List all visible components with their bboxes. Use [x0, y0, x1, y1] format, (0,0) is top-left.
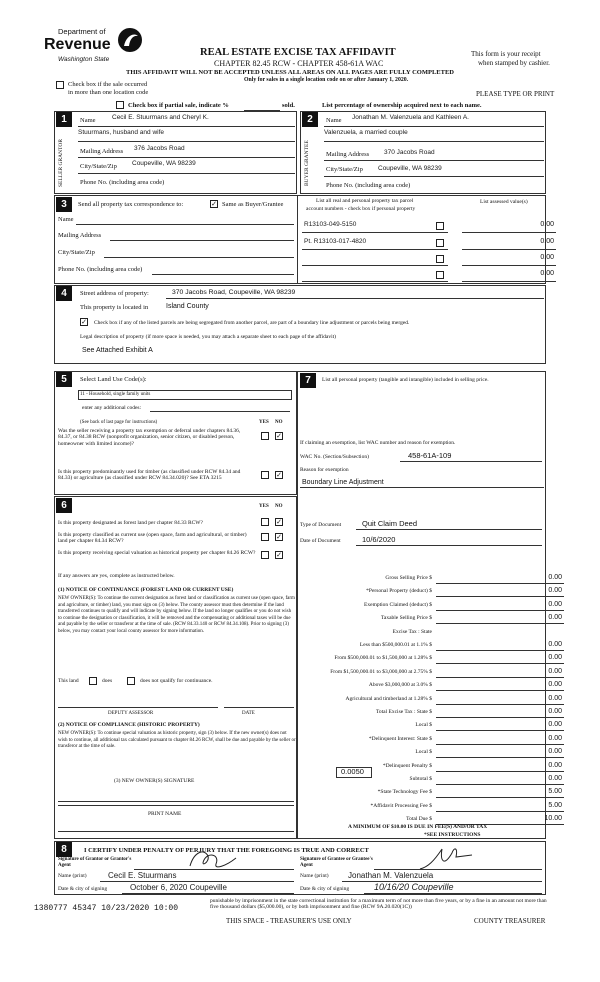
recording-stamp: 1380777 45347 10/23/2020 10:00	[34, 904, 179, 913]
tax-row-label: Subtotal $	[409, 776, 432, 782]
dept-line3: Washington State	[58, 56, 110, 63]
doc-date-label: Date of Document	[300, 538, 341, 544]
minimum-note: A MINIMUM OF $10.00 IS DUE IN FEE(S) AND/OR TAX	[348, 824, 488, 830]
corr-phone-label: Phone No. (including area code)	[58, 266, 143, 273]
wac-value[interactable]: 458-61A-109	[408, 451, 452, 460]
legal-label: Legal description of property (if more space is needed, you may attach a separate sheet to each page of the affidavit)	[80, 334, 336, 340]
grantee-name[interactable]: Jonathan M. Valenzuela	[348, 871, 434, 880]
buyer-mailing-label: Mailing Address	[326, 151, 370, 158]
same-as-buyer-label: Same as Buyer/Grantee	[222, 201, 284, 208]
location-note: Only for sales in a single location code on or after January 1, 2020.	[244, 77, 409, 83]
dept-line2: Revenue	[44, 36, 111, 53]
dept-line1: Department of	[58, 27, 106, 36]
receipt-note-1: This form is your receipt	[471, 50, 541, 58]
tax-row-label: From $500,000.01 to $1,500,000 at 1.28% $	[334, 655, 432, 662]
tax-row-value[interactable]: 0.00	[548, 614, 562, 622]
s6-q2-yes-checkbox[interactable]	[261, 533, 269, 541]
tax-row-value[interactable]: 0.00	[548, 641, 562, 648]
s6-q2-no-checkbox[interactable]: ✓	[276, 533, 282, 541]
buyer-name-line1[interactable]: Jonathan M. Valenzuela and Kathleen A.	[352, 114, 469, 121]
buyer-name-line2[interactable]: Valenzuela, a married couple	[324, 129, 408, 136]
seller-phone-label: Phone No. (including area code)	[80, 179, 165, 186]
section-1-number: 1	[56, 112, 72, 127]
grantor-signature	[186, 846, 242, 874]
tax-row-label: Less than $500,000.01 at 1.1% $	[359, 642, 432, 648]
multi-location-label-1: Check box if the sale occurred	[68, 81, 148, 88]
no-header: NO	[275, 420, 283, 425]
grantee-date-label: Date & city of signing	[300, 886, 350, 892]
perjury-note: punishable by imprisonment in the state correctional institution for a maximum term of not more than five years, or by a fine in an amount not more than five thousand dollars ($5,000.00), or by both imprisonment and fine (RCW 9A.20.020(1C))	[210, 898, 547, 911]
tax-row-value[interactable]: 10.00	[544, 815, 562, 823]
grantor-date-label: Date & city of signing	[58, 886, 108, 892]
assessed-value[interactable]: 0.00	[540, 238, 554, 245]
q1-yes-checkbox[interactable]	[261, 432, 269, 440]
buyer-side-label: BUYER GRANTEE	[304, 140, 310, 186]
date-label: DATE	[242, 711, 255, 716]
tax-row-label: *Personal Property (deduct) $	[366, 588, 432, 595]
tax-row-value[interactable]: 0.00	[548, 708, 562, 715]
tax-row-label: *Delinquent Penalty $	[382, 762, 432, 769]
land-use-q1: Was the seller receiving a property tax exemption or deferral under chapters 84.36, 84.37, or 84.38 RCW (nonprofit organization, senior citizen, or disabled person, homeowner with limited income)?	[58, 428, 241, 447]
parcel-number[interactable]: R13103-049-5150	[304, 221, 357, 228]
grantee-date[interactable]: 10/16/20 Coupeville	[374, 882, 454, 892]
section-2-number: 2	[302, 112, 318, 127]
seller-name-line2[interactable]: Stuurmans, husband and wife	[78, 129, 164, 136]
seller-name-line1[interactable]: Cecil E. Stuurmans and Cheryl K.	[112, 114, 209, 121]
print-name-label: PRINT NAME	[148, 811, 182, 817]
sold-label: sold.	[282, 102, 295, 109]
assessed-value[interactable]: 0.00	[540, 254, 554, 261]
tax-row-value[interactable]: 0.00	[548, 587, 562, 595]
correspondence-label: Send all property tax correspondence to:	[78, 201, 184, 208]
personal-property-checkbox[interactable]	[436, 255, 444, 263]
parcel-number[interactable]: Pt. R13103-017-4820	[304, 238, 367, 245]
tax-row-label: Gross Selling Price $	[385, 575, 432, 581]
q2-no-checkbox[interactable]: ✓	[276, 471, 282, 479]
assessed-value[interactable]: 0.00	[540, 221, 554, 228]
reason-label: Reason for exemption	[300, 467, 349, 473]
does-label: does	[102, 678, 113, 684]
tax-row-label: *Delinquent Interest: State $	[368, 735, 432, 742]
tax-row-value[interactable]: 0.00	[548, 654, 562, 662]
deputy-assessor-label: DEPUTY ASSESSOR	[108, 711, 154, 716]
assessed-header: List assessed value(s)	[480, 199, 528, 205]
does-checkbox[interactable]	[89, 677, 97, 685]
buyer-city[interactable]: Coupeville, WA 98239	[378, 165, 442, 172]
s6-q3-no-checkbox[interactable]: ✓	[276, 551, 282, 559]
grantee-signature	[418, 843, 474, 873]
reason-value[interactable]: Boundary Line Adjustment	[302, 479, 384, 486]
same-as-buyer-checkbox[interactable]: ✓	[211, 200, 217, 208]
county-treasurer: COUNTY TREASURER	[474, 917, 546, 925]
tax-row-value[interactable]: 5.00	[548, 788, 562, 796]
s6-instructions: If any answers are yes, complete as instructed below.	[58, 573, 175, 579]
ownership-note: List percentage of ownership acquired next to each name.	[322, 102, 482, 109]
tax-row-label: Local $	[415, 722, 432, 729]
form-warning: THIS AFFIDAVIT WILL NOT BE ACCEPTED UNLESS ALL AREAS ON ALL PAGES ARE FULLY COMPLETED	[126, 69, 454, 76]
tax-row-value[interactable]: 5.00	[548, 801, 562, 809]
partial-sale-label: Check box if partial sale, indicate %	[128, 102, 229, 109]
yes-header: YES	[259, 420, 269, 425]
tax-row-label: Total Due $	[406, 816, 432, 823]
s6-q3-yes-checkbox[interactable]	[261, 551, 269, 559]
notice2-title: (2) NOTICE OF COMPLIANCE (HISTORIC PROPERTY)	[58, 722, 200, 728]
multi-location-label-2: in more than one location code	[68, 89, 149, 96]
street-value[interactable]: 370 Jacobs Road, Coupeville, WA 98239	[172, 289, 296, 296]
section-7-number: 7	[300, 373, 316, 388]
county-label: This property is located in	[80, 304, 149, 311]
tax-row-value[interactable]: 0.00	[548, 761, 562, 769]
personal-property-checkbox[interactable]	[436, 239, 444, 247]
multi-location-checkbox[interactable]	[56, 81, 64, 89]
tax-row-value[interactable]: 0.00	[548, 667, 562, 675]
seller-name-label: Name	[80, 117, 96, 124]
county-value[interactable]: Island County	[166, 303, 209, 310]
section-6-number: 6	[56, 498, 72, 513]
buyer-city-label: City/State/Zip	[326, 166, 363, 173]
personal-property-checkbox[interactable]	[436, 271, 444, 279]
section-5-number: 5	[56, 372, 72, 387]
land-use-label: Select Land Use Code(s):	[80, 376, 147, 383]
seller-city[interactable]: Coupeville, WA 98239	[132, 160, 196, 167]
buyer-mailing[interactable]: 370 Jacobs Road	[384, 149, 435, 156]
parcel-header-1: List all real and personal property tax parcel	[316, 198, 414, 204]
seller-mailing-label: Mailing Address	[80, 148, 124, 155]
back-note: (See back of last page for instructions)	[80, 420, 158, 425]
s7-label: List all personal property (tangible and intangible) included in selling price.	[322, 377, 489, 383]
local-rate: 0.0050	[341, 767, 364, 776]
form-title: REAL ESTATE EXCISE TAX AFFIDAVIT	[200, 47, 396, 58]
doc-date-value[interactable]: 10/6/2020	[362, 535, 396, 544]
section-8-number: 8	[56, 842, 72, 857]
tax-row-value[interactable]: 0.00	[548, 748, 562, 756]
grantor-date[interactable]: October 6, 2020 Coupeville	[130, 883, 227, 892]
tax-row-label: Taxable Selling Price $	[380, 615, 432, 622]
grantor-name[interactable]: Cecil E. Stuurmans	[108, 871, 177, 880]
tax-row-value[interactable]: 0.00	[548, 681, 562, 689]
tax-row-label: Above $3,000,000 at 3.0% $	[368, 682, 432, 689]
grantee-sig-label: Signature of Grantee or Grantee's Agent	[300, 857, 373, 868]
personal-property-checkbox[interactable]	[436, 222, 444, 230]
this-land-label: This land	[58, 678, 79, 684]
print-note: PLEASE TYPE OR PRINT	[476, 90, 555, 98]
partial-sale-checkbox[interactable]	[116, 101, 124, 109]
q1-no-checkbox[interactable]: ✓	[276, 432, 282, 440]
no-header-6: NO	[275, 504, 283, 509]
legal-value[interactable]: See Attached Exhibit A	[82, 347, 153, 354]
corr-name-label: Name	[58, 216, 74, 223]
tax-row-value[interactable]: 0.00	[548, 694, 562, 702]
tax-row-value[interactable]: 0.00	[548, 721, 562, 729]
parcel-header-2: account numbers - check box if personal property	[306, 206, 416, 212]
s6-q2: Is this property classified as current use (open space, farm and agricultural, or timber) land per chapter 84.34 RCW?	[58, 532, 247, 545]
section-6	[54, 496, 297, 839]
yes-header-6: YES	[259, 504, 269, 509]
notice2-body: NEW OWNER(S): To continue special valuation as historic property, sign (3) below. If the new owner(s) does not wish to continue, all additional tax calculated pursuant to chapter 84.26 RCW, shall be due and payable by the seller or transferor at the time of sale.	[58, 731, 296, 749]
tax-row-label: Agricultural and timberland at 1.28% $	[345, 695, 432, 702]
q2-yes-checkbox[interactable]	[261, 471, 269, 479]
tax-row-label: *Affidavit Processing Fee $	[370, 802, 432, 809]
section-4-number: 4	[56, 286, 72, 301]
dor-logo	[44, 26, 144, 66]
dor-emblem-icon	[116, 26, 144, 54]
seller-city-label: City/State/Zip	[80, 163, 117, 170]
street-label: Street address of property:	[80, 290, 149, 297]
buyer-name-label: Name	[326, 117, 342, 124]
grantee-name-label: Name (print)	[300, 873, 329, 879]
tax-row-label: Excise Tax : State	[392, 628, 432, 635]
assessed-value[interactable]: 0.00	[540, 270, 554, 277]
s6-q1-no-checkbox[interactable]: ✓	[276, 518, 282, 526]
does-not-checkbox[interactable]	[127, 677, 135, 685]
additional-codes-label: enter any additional codes:	[82, 405, 142, 411]
s6-q3: Is this property receiving special valuation as historical property per chapter 84.26 RCW?	[58, 550, 256, 556]
tax-row-label: Total Excise Tax : State $	[375, 709, 432, 715]
section-3-number: 3	[56, 197, 72, 212]
form-subtitle: CHAPTER 82.45 RCW - CHAPTER 458-61A WAC	[214, 59, 384, 68]
segregated-label: Check box if any of the listed parcels are being segregated from another parcel, are part of a boundary line adjustment or parcels being merged.	[94, 320, 410, 326]
tax-row-label: Local $	[415, 749, 432, 756]
see-instructions: *SEE INSTRUCTIONS	[424, 832, 481, 838]
land-use-q2: Is this property predominantly used for timber (as classified under RCW 84.34 and 84.33) or agriculture (as classified under RCW 84.34.020)? See ETA 3215	[58, 469, 241, 482]
tax-row-label: Exemption Claimed (deduct) $	[364, 601, 432, 608]
buyer-phone-label: Phone No. (including area code)	[326, 182, 411, 189]
s6-q1: Is this property designated as forest land per chapter 84.33 RCW?	[58, 520, 203, 526]
tax-row-value[interactable]: 0.00	[548, 574, 562, 581]
exemption-label: If claiming an exemption, list WAC number and reason for exemption.	[300, 440, 456, 446]
grantor-sig-label: Signature of Grantor or Grantor's Agent	[58, 857, 132, 868]
corr-mailing-label: Mailing Address	[58, 232, 102, 239]
tax-row-value[interactable]: 0.00	[548, 734, 562, 742]
receipt-note-2: when stamped by cashier.	[478, 59, 550, 67]
land-use-code: 11 - Household, single family units	[80, 392, 151, 397]
certify-text: I CERTIFY UNDER PENALTY OF PERJURY THAT THE FOREGOING IS TRUE AND CORRECT	[84, 847, 369, 854]
seller-mailing[interactable]: 376 Jacobs Road	[134, 145, 185, 152]
doc-type-label: Type of Document	[300, 522, 342, 528]
treasurer-space: THIS SPACE - TREASURER'S USE ONLY	[226, 917, 352, 925]
tax-row-label: From $1,500,000.01 to $3,000,000 at 2.75% $	[330, 668, 432, 675]
doc-type-value[interactable]: Quit Claim Deed	[362, 519, 418, 528]
s6-q1-yes-checkbox[interactable]	[261, 518, 269, 526]
wac-label: WAC No. (Section/Subsection)	[300, 454, 369, 460]
seller-side-label: SELLER GRANTOR	[58, 138, 64, 188]
corr-city-label: City/State/Zip	[58, 249, 95, 256]
tax-row-label: *State Technology Fee $	[377, 789, 432, 796]
tax-row-value[interactable]: 0.00	[548, 775, 562, 782]
does-not-label: does not qualify for continuance.	[140, 678, 213, 684]
tax-row-value[interactable]: 0.00	[548, 600, 562, 608]
signature3-label: (3) NEW OWNER(S) SIGNATURE	[114, 778, 195, 784]
segregated-checkbox[interactable]: ✓	[81, 318, 87, 326]
grantor-name-label: Name (print)	[58, 873, 87, 879]
notice1-body: NEW OWNER(S): To continue the current designation as forest land or classification as current use (open space, farm and agriculture, or timber) land, you must sign on (3) below. The county assessor must then determine if the land transferred continues to qualify and will indicate by signing below. If the land no longer qualifies or you do not wish to continue the designation or classification, it will be removed and the compensating or additional taxes will be due and payable by the seller or transferor at the time of sale. (RCW 84.33.140 or RCW 84.34.108). Prior to signing (3) below, you may contact your local county assessor for more information.	[58, 596, 295, 634]
notice1-title: (1) NOTICE OF CONTINUANCE (FOREST LAND OR CURRENT USE)	[58, 587, 234, 593]
